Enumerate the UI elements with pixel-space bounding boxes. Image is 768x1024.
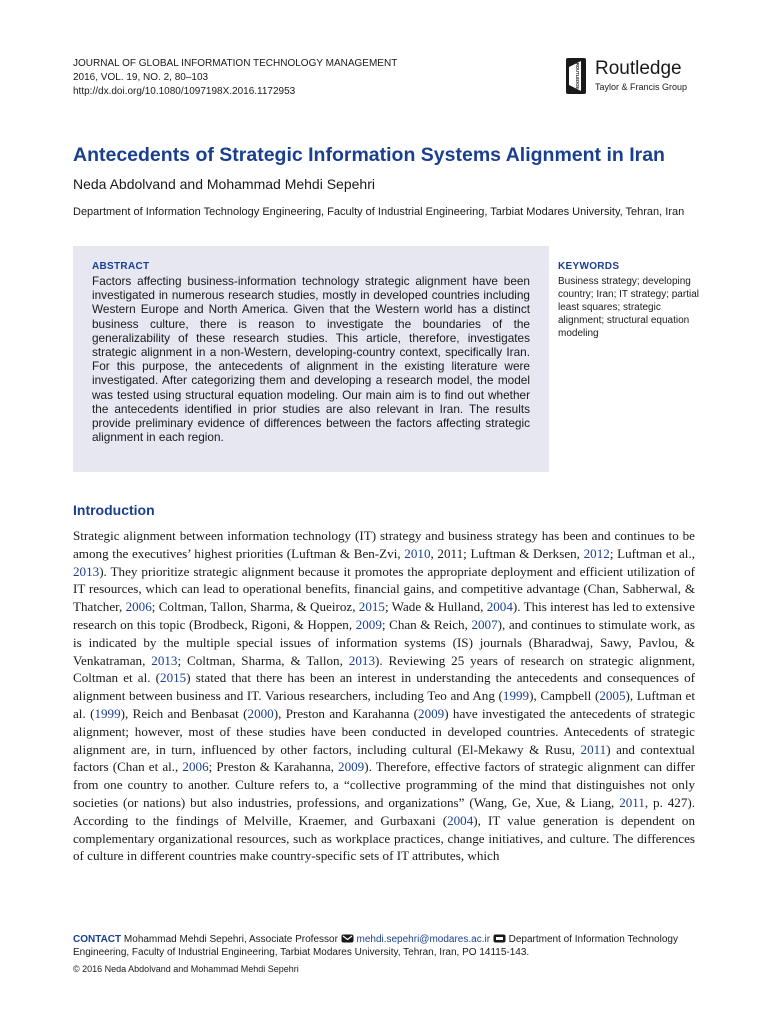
address-icon bbox=[493, 934, 506, 943]
intro-text-segment: ). Reviewing 25 years of research on strategic alignment, Coltman et al. ( bbox=[73, 652, 695, 686]
journal-header bbox=[73, 57, 397, 99]
citation-year-link[interactable]: 1999 bbox=[94, 705, 121, 721]
routledge-logo-icon bbox=[565, 57, 587, 95]
citation-year-link[interactable]: 2013 bbox=[151, 652, 178, 668]
intro-text-segment: ; Chan & Reich, bbox=[381, 616, 472, 632]
citation-year-link[interactable]: 2007 bbox=[471, 616, 498, 632]
intro-text-segment: ), IT value generation is dependent on complementary organizational resources, such as workplace practices, change initiatives, and culture. The differences of culture in different countries make country-specific sets of IT attributes, which bbox=[73, 812, 695, 864]
journal-name: JOURNAL OF GLOBAL INFORMATION TECHNOLOGY MANAGEMENT bbox=[73, 58, 398, 69]
citation-year-link[interactable]: 2009 bbox=[355, 616, 382, 632]
abstract-text: Factors affecting business-information technology strategic alignment have been investigated in numerous research studies, mostly in developed countries including Western Europe and North America. Given that the Western world has a distinct business culture, there is reason to investigate the boundaries of the generalizability of these research studies. This article, therefore, investigates strategic alignment in a non-Western, developing-country context, specifically Iran. For this purpose, the antecedents of alignment in the existing literature were investigated. After categorizing them and developing a research model, the model was tested using structural equation modeling. Our main aim is to find out whether the antecedents identified in prior studies are also relevant in Iran. The results provide preliminary evidence of differences between the factors affecting strategic alignment in each region. bbox=[92, 274, 530, 445]
author-affiliation: Department of Information Technology Engineering, Faculty of Industrial Engineering, Tarbiat Modares University, Tehran, Iran bbox=[73, 206, 685, 218]
keywords-text: Business strategy; developing country; Iran; IT strategy; partial least squares; strategic alignment; structural equation modeling bbox=[558, 276, 699, 339]
citation-year-link[interactable]: 2004 bbox=[486, 599, 513, 615]
citation-year-link[interactable]: 2011 bbox=[619, 794, 645, 810]
intro-text-segment: ), Reich and Benbasat ( bbox=[120, 705, 248, 721]
intro-text-segment: ), Preston and Karahanna ( bbox=[273, 705, 419, 721]
contact-person: Mohammad Mehdi Sepehri, Associate Professor bbox=[123, 934, 338, 945]
publisher-logo bbox=[565, 57, 705, 97]
intro-text-segment: ). This interest has led to extensive research on this topic (Brodbeck, Rigoni, & Hoppen, bbox=[73, 599, 695, 632]
intro-text-segment: , p. 427). According to the findings of Melville, Kraemer, and Gurbaxani ( bbox=[73, 794, 696, 828]
intro-text-segment: ; Wade & Hulland, bbox=[384, 599, 487, 615]
intro-text-segment: ). Therefore, effective factors of strategic alignment can differ from one country to another. Culture refers to, a “collective programming of the mind that distinguishes not only societies (or nations) but also industries, professions, and organizations” (Wang, Ge, Xue, & Liang, bbox=[73, 759, 695, 810]
publisher-group: Taylor & Francis Group bbox=[595, 82, 688, 92]
contact-address: Department of Information Technology Engineering, Faculty of Industrial Engineering, Tarbiat Modares University, Tehran, Iran, PO 14115-143. bbox=[73, 934, 678, 958]
citation-year-link[interactable]: 2015 bbox=[358, 599, 385, 615]
citation-year-link[interactable]: 2009 bbox=[338, 759, 365, 775]
contact-footnote bbox=[73, 933, 695, 959]
intro-text-segment: ) have investigated the antecedents of strategic alignment; however, most of these studies have been conducted in developed countries. Antecedents of strategic alignment are, in turn, influenced by other factors, including cultural (El-Mekawy & Rusu, bbox=[73, 705, 696, 757]
citation-year-link[interactable]: 2006 bbox=[182, 759, 209, 775]
intro-text-segment: Strategic alignment between information technology (IT) strategy and business strategy has been and continues to be among the executives’ highest priorities (Luftman & Ben-Zvi, bbox=[73, 528, 695, 561]
citation-year-link[interactable]: 2011 bbox=[580, 741, 607, 757]
intro-text-segment: ; Preston & Karahanna, bbox=[208, 759, 339, 775]
introduction-body bbox=[73, 527, 695, 865]
intro-text-segment: ), and continues to stimulate work, as is indicated by the multiple special issues of information systems (IS) journals (Bharadwaj, Sawy, Pavlou, & Venkatraman, bbox=[73, 616, 696, 668]
citation-year-link[interactable]: 2005 bbox=[599, 688, 626, 704]
article-title: Antecedents of Strategic Information Systems Alignment in Iran bbox=[73, 144, 665, 166]
intro-text-segment: ; Coltman, Sharma, & Tallon, bbox=[177, 652, 349, 668]
contact-heading: CONTACT bbox=[73, 934, 122, 945]
intro-text-segment: ; Coltman, Tallon, Sharma, & Queiroz, bbox=[151, 599, 359, 615]
citation-year-link[interactable]: 1999 bbox=[502, 688, 530, 704]
intro-text-segment: ). They prioritize strategic alignment because it promotes the appropriate deployment and efficient utilization of IT resources, which can lead to operational benefits, financial gains, and competitive advantage (Chan, Sabherwal, & Thatcher, bbox=[73, 563, 695, 615]
citation-year-link[interactable]: 2006 bbox=[125, 599, 152, 615]
intro-text-segment: ), Campbell ( bbox=[529, 688, 600, 704]
copyright-notice: © 2016 Neda Abdolvand and Mohammad Mehdi Sepehri bbox=[73, 964, 299, 974]
email-icon bbox=[341, 934, 354, 943]
logo-mark-text: ROUTLEDGE bbox=[575, 62, 580, 90]
intro-text-segment: ) and contextual factors (Chan et al., bbox=[73, 741, 695, 775]
citation-year-link[interactable]: 2009 bbox=[418, 705, 445, 721]
publisher-name: Routledge bbox=[595, 58, 682, 79]
keywords-heading: KEYWORDS bbox=[558, 261, 620, 272]
citation-year-link[interactable]: 2012 bbox=[583, 545, 610, 561]
contact-email[interactable]: mehdi.sepehri@modares.ac.ir bbox=[356, 934, 491, 945]
introduction-heading: Introduction bbox=[73, 502, 155, 518]
citation-year-link[interactable]: 2010 bbox=[404, 545, 431, 561]
doi-link[interactable]: http://dx.doi.org/10.1080/1097198X.2016.1172953 bbox=[73, 86, 296, 97]
intro-text-segment: , 2011; Luftman & Derksen, bbox=[430, 545, 584, 561]
citation-year-link[interactable]: 2004 bbox=[447, 812, 474, 828]
citation-year-link[interactable]: 2013 bbox=[348, 652, 375, 668]
abstract-heading: ABSTRACT bbox=[92, 261, 150, 272]
article-authors: Neda Abdolvand and Mohammad Mehdi Sepehri bbox=[73, 176, 375, 192]
intro-text-segment: ) stated that there has been an interest in understanding the antecedents and consequences of alignment between business and IT. Various researchers, including Teo and Ang ( bbox=[73, 670, 695, 704]
citation-year-link[interactable]: 2013 bbox=[73, 563, 100, 579]
citation-year-link[interactable]: 2015 bbox=[160, 670, 187, 686]
journal-volume: 2016, VOL. 19, NO. 2, 80–103 bbox=[73, 72, 209, 83]
citation-year-link[interactable]: 2000 bbox=[247, 705, 274, 721]
intro-text-segment: ; Luftman et al., bbox=[609, 545, 695, 561]
intro-text-segment: ), Luftman et al. ( bbox=[73, 688, 696, 721]
